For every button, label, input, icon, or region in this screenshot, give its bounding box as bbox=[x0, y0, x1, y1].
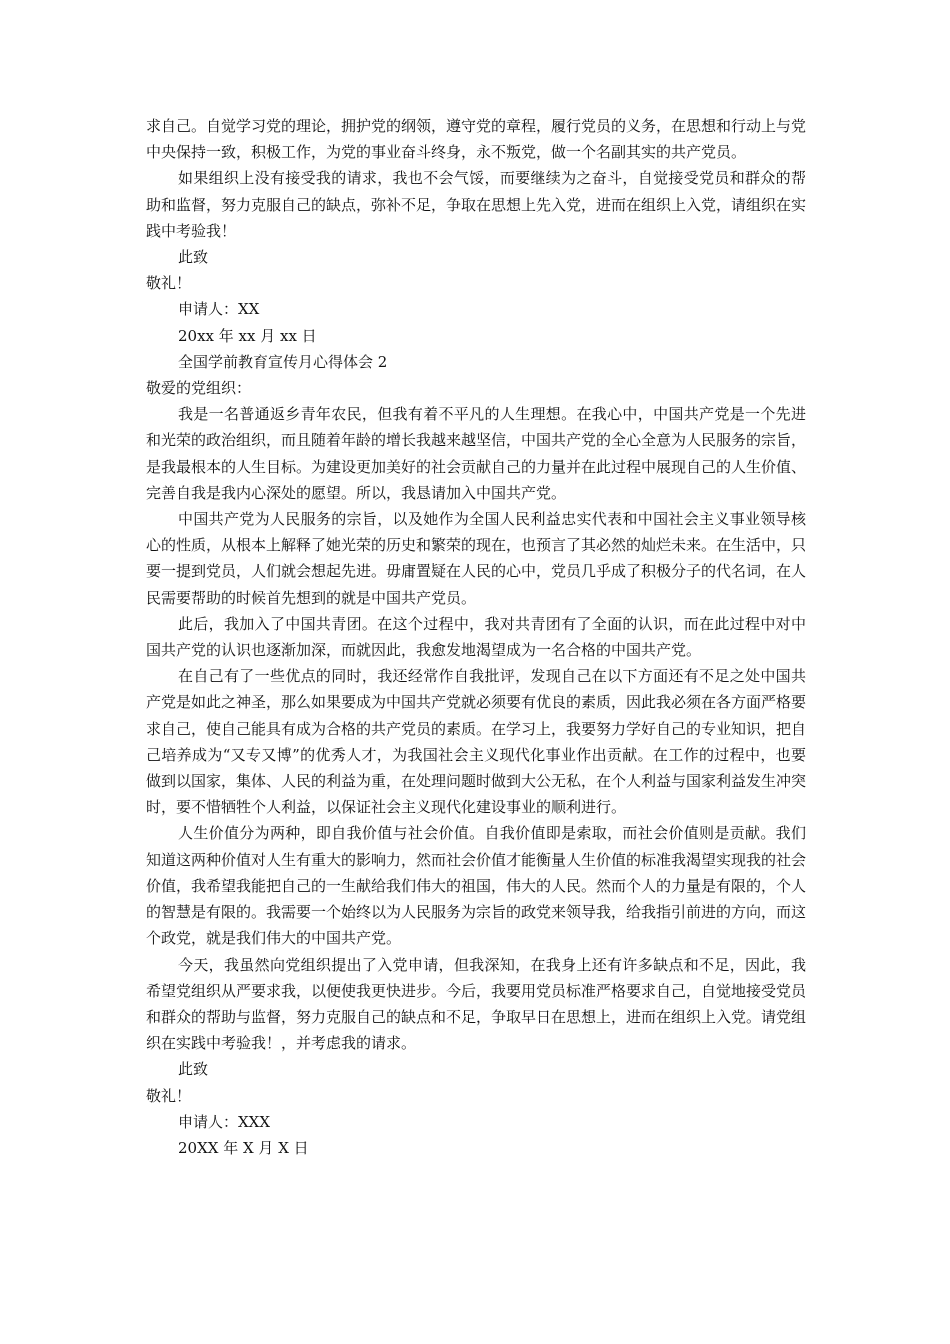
paragraph-today: 今天，我虽然向党组织提出了入党申请，但我深知，在我身上还有许多缺点和不足，因此，我希望党组织从严要求我，以便使我更快进步。今后，我要用党员标准严格要求自己，自觉地接受党员和群众的帮助与监督，努力克服自己的缺点和不足，争取早日在思想上，进而在组织上入党。请党组织在实践中考验我！，并考虑我的请求。 bbox=[146, 955, 807, 1053]
paragraph-persistence: 如果组织上没有接受我的请求，我也不会气馁，而要继续为之奋斗，自觉接受党员和群众的帮助和监督，努力克服自己的缺点，弥补不足，争取在思想上先入党，进而在组织上入党，请组织在实践中考验我！ bbox=[146, 169, 807, 240]
applicant-signature-2: 申请人：XXX bbox=[178, 1112, 271, 1131]
paragraph-self-criticism: 在自己有了一些优点的同时，我还经常作自我批评，发现自己在以下方面还有不足之处中国共产党是如此之神圣，那么如果要成为中国共产党就必须要有优良的素质，因此我必须在各方面严格要求自己，使自己能具有成为合格的共产党员的素质。在学习上，我要努力学好自己的专业知识，把自己培养成为“又专又博”的优秀人才，为我国社会主义现代化事业作出贡献。在工作的过程中，也要做到以国家，集体、人民的利益为重，在处理问题时做到大公无私，在个人利益与国家利益发生冲突时，要不惜牺牲个人利益，以保证社会主义现代化建设事业的顺利进行。 bbox=[146, 667, 807, 817]
signature-date: 20xx 年 xx 月 xx 日 bbox=[178, 326, 317, 345]
paragraph-introduction: 我是一名普通返乡青年农民，但我有着不平凡的人生理想。在我心中，中国共产党是一个先进和光荣的政治组织，而且随着年龄的增长我越来越坚信，中国共产党的全心全意为人民服务的宗旨，是我最根本的人生目标。为建设更加美好的社会贡献自己的力量并在此过程中展现自己的人生价值、完善自我是我内心深处的愿望。所以，我恳请加入中国共产党。 bbox=[146, 405, 807, 502]
salutation-cizhi-2: 此致 bbox=[178, 1060, 209, 1079]
signature-date-2: 20XX 年 X 月 X 日 bbox=[178, 1138, 309, 1157]
letter-greeting: 敬爱的党组织： bbox=[146, 379, 252, 398]
paragraph-party-purpose: 中国共产党为人民服务的宗旨，以及她作为全国人民利益忠实代表和中国社会主义事业领导核心的性质，从根本上解释了她光荣的历史和繁荣的现在，也预言了其必然的灿烂未来。在生活中，只要一提到党员，人们就会想起先进。毋庸置疑在人民的心中，党员几乎成了积极分子的代名词，在人民需要帮助的时候首先想到的就是中国共产党员。 bbox=[146, 510, 807, 607]
salutation-jingli: 敬礼！ bbox=[146, 274, 192, 293]
paragraph-youth-league: 此后，我加入了中国共青团。在这个过程中，我对共青团有了全面的认识，而在此过程中对中国共产党的认识也逐渐加深，而就因此，我愈发地渴望成为一名合格的中国共产党。 bbox=[146, 614, 806, 660]
applicant-signature: 申请人：XX bbox=[178, 300, 260, 319]
paragraph-life-value: 人生价值分为两种，即自我价值与社会价值。自我价值即是索取，而社会价值则是贡献。我们知道这两种价值对人生有重大的影响力，然而社会价值才能衡量人生价值的标准我渴望实现我的社会价值，我希望我能把自己的一生献给我们伟大的祖国，伟大的人民。然而个人的力量是有限的，个人的智慧是有限的。我需要一个始终以为人民服务为宗旨的政党来领导我，给我指引前进的方向，而这个政党，就是我们伟大的中国共产党。 bbox=[146, 824, 807, 948]
salutation-cizhi: 此致 bbox=[178, 248, 209, 267]
section-title: 全国学前教育宣传月心得体会 2 bbox=[178, 352, 388, 371]
paragraph-closing-commitment: 求自己。自觉学习党的理论，拥护党的纲领，遵守党的章程，履行党员的义务，在思想和行动上与党中央保持一致，积极工作，为党的事业奋斗终身，永不叛党，做一个名副其实的共产党员。 bbox=[146, 117, 807, 162]
document-page bbox=[146, 113, 806, 1161]
salutation-jingli-2: 敬礼！ bbox=[146, 1086, 192, 1105]
